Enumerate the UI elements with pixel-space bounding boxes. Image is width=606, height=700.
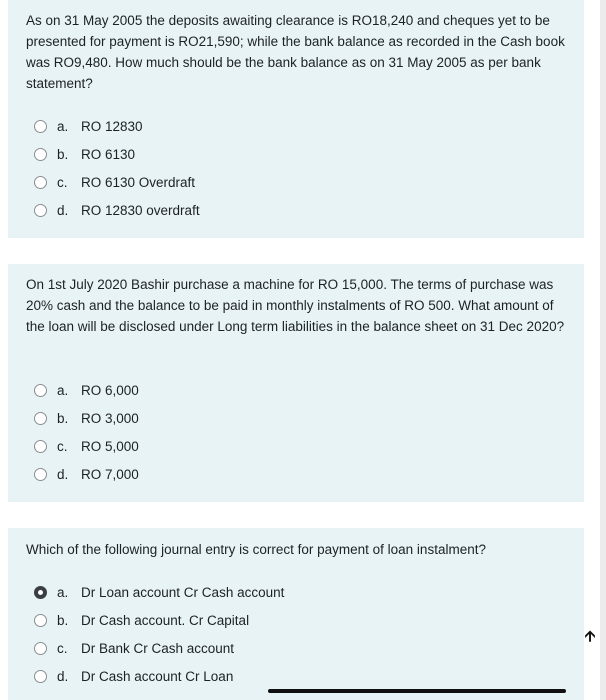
question-1-option-d[interactable] [34, 200, 200, 220]
question-3-option-c[interactable] [34, 638, 234, 658]
radio-icon[interactable] [34, 384, 47, 397]
option-letter: a. [57, 118, 69, 134]
question-1-option-a[interactable] [34, 116, 143, 136]
question-1-option-b[interactable] [34, 144, 135, 164]
question-2 [8, 264, 584, 502]
option-letter: b. [57, 612, 69, 628]
radio-icon[interactable] [34, 412, 47, 425]
option-letter: d. [57, 668, 69, 684]
option-letter: d. [57, 466, 69, 482]
radio-icon[interactable] [34, 468, 47, 481]
question-2-option-c[interactable] [34, 436, 139, 456]
option-label: RO 6130 Overdraft [81, 174, 196, 190]
option-letter: c. [57, 640, 68, 656]
question-3-option-d[interactable] [34, 666, 233, 686]
question-1 [8, 0, 584, 238]
option-label: Dr Cash account. Cr Capital [81, 612, 250, 628]
option-label: Dr Loan account Cr Cash account [81, 584, 285, 600]
option-label: RO 7,000 [81, 466, 139, 482]
option-letter: c. [57, 174, 68, 190]
option-label: Dr Bank Cr Cash account [81, 640, 235, 656]
question-3-option-b[interactable] [34, 610, 249, 630]
question-1-text: As on 31 May 2005 the deposits awaiting clearance is RO18,240 and cheques yet to be presented for payment is RO21,590; while the bank balance as recorded in the Cash book was RO9,480. How much should be the bank balance as on 31 May 2005 as per bank statement? [26, 13, 565, 91]
radio-checked-icon[interactable] [34, 586, 47, 599]
option-label: RO 6130 [81, 146, 136, 162]
question-3 [8, 528, 584, 700]
option-letter: a. [57, 584, 69, 600]
radio-icon[interactable] [34, 176, 47, 189]
option-letter: d. [57, 202, 69, 218]
option-label: RO 12830 overdraft [81, 202, 200, 218]
question-2-option-b[interactable] [34, 408, 139, 428]
question-2-text: On 1st July 2020 Bashir purchase a machine for RO 15,000. The terms of purchase was 20% cash and the balance to be paid in monthly instalments of RO 500. What amount of the loan will be disclosed under Long term liabilities in the balance sheet on 31 Dec 2020? [26, 277, 565, 334]
question-3-option-a[interactable] [34, 582, 284, 602]
radio-icon[interactable] [34, 120, 47, 133]
option-label: RO 5,000 [81, 438, 139, 454]
question-2-option-d[interactable] [34, 464, 139, 484]
radio-icon[interactable] [34, 642, 47, 655]
option-letter: b. [57, 410, 69, 426]
home-indicator-bar [268, 689, 566, 693]
option-label: RO 12830 [81, 118, 143, 134]
option-letter: b. [57, 146, 69, 162]
option-label: RO 6,000 [81, 382, 139, 398]
page-scrollbar[interactable] [600, 0, 606, 700]
arrow-up-icon[interactable]: 🡩 [584, 627, 596, 645]
radio-icon[interactable] [34, 670, 47, 683]
option-label: RO 3,000 [81, 410, 139, 426]
option-letter: a. [57, 382, 69, 398]
radio-icon[interactable] [34, 440, 47, 453]
question-3-text: Which of the following journal entry is correct for payment of loan instalment? [26, 542, 486, 557]
radio-icon[interactable] [34, 614, 47, 627]
question-2-option-a[interactable] [34, 380, 139, 400]
question-1-option-c[interactable] [34, 172, 195, 192]
radio-icon[interactable] [34, 148, 47, 161]
radio-icon[interactable] [34, 204, 47, 217]
option-letter: c. [57, 438, 68, 454]
option-label: Dr Cash account Cr Loan [81, 668, 234, 684]
